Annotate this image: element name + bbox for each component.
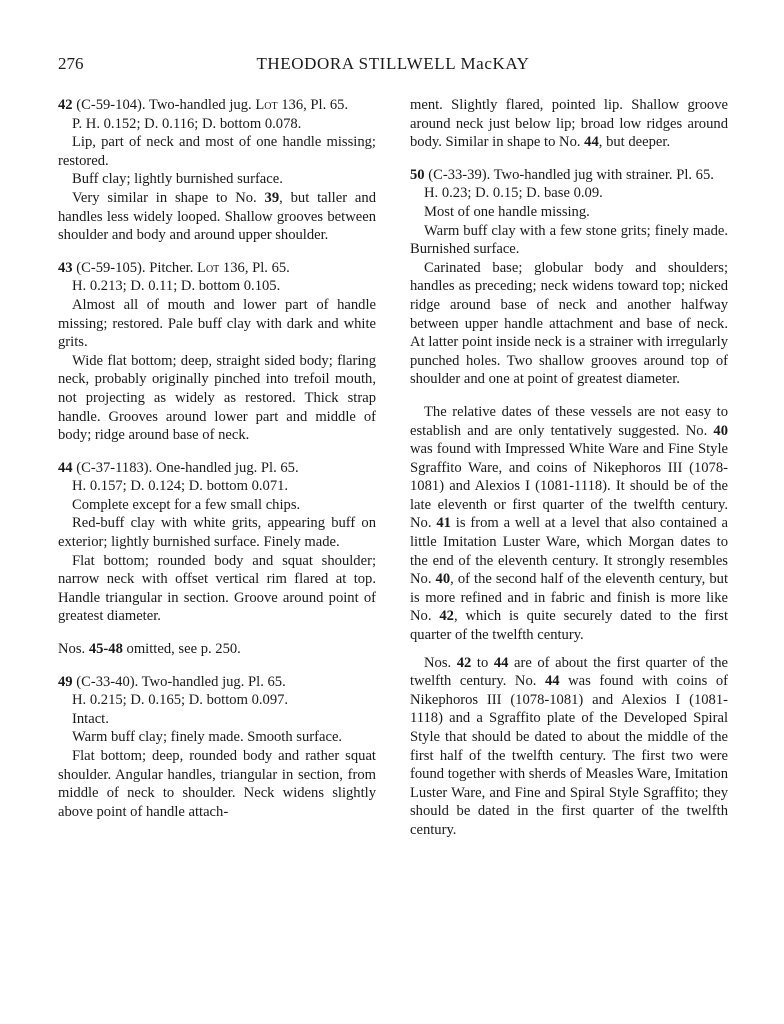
- entry-44-fabric: Red-buff clay with white grits, appearing buff on exterior; lightly burnished surface. Finely made.: [58, 515, 376, 551]
- left-column: [58, 96, 376, 821]
- entry-number: 42: [58, 97, 73, 113]
- discussion-paragraph-1: The relative dates of these vessels are not easy to establish and are only tentatively suggested. No. 40 was found with Impressed White Ware and Fine Style Sgraffito Ware, and coins of Nikephoros III (1078-1081) and Alexios I (1081-1118). It should be of the late eleventh or first quarter of the twelfth century. No. 41 is from a well at a level that also contained a little Imitation Luster Ware, which Morgan dates to the end of the eleventh century. It strongly resembles No. 40, of the second half of the eleventh century, but is more refined and in fabric and finish is more like No. 42, which is quite securely dated to the first quarter of the twelfth century.: [410, 403, 729, 644]
- entry-42-condition: Lip, part of neck and most of one handle missing; restored.: [58, 134, 376, 169]
- page-number: 276: [58, 54, 84, 73]
- entry-42-fabric: Buff clay; lightly burnished surface.: [72, 171, 283, 188]
- entry-49-heading: 49 (C-33-40). Two-handled jug. Pl. 65.: [58, 673, 286, 690]
- entry-50-heading: 50 (C-33-39). Two-handled jug with strainer. Pl. 65.: [410, 166, 714, 183]
- entry-50-shape: Carinated base; globular body and shoulders; handles as preceding; neck widens toward top; nicked ridge around base of neck and another halfway between upper handle attachment and base of neck. At latter point inside neck is a strainer with irregularly punched holes. Two shallow grooves around top of shoulder and one at point of greatest diameter.: [410, 259, 728, 388]
- entry-42-heading: 42 (C-59-104). Two-handled jug. Lot 136, Pl. 65.: [58, 97, 349, 113]
- entry-42-shape: Very similar in shape to No. 39, but taller and handles less widely looped. Shallow grooves between shoulder and body and around upper shoulder.: [58, 189, 376, 244]
- discussion-paragraph-2: Nos. 42 to 44 are of about the first quarter of the twelfth century. No. 44 was found with coins of Nikephoros III (1078-1081) and Alexios I (1081-1118) and a Sgraffito plate of the Developed Spiral Style that should be dated to about the middle of the first half of the twelfth century. The first two were found together with sherds of Measles Ware, Imitation Luster Ware, and Fine and Spiral Style Sgraffito; they should be dated in the first quarter of the twelfth century.: [410, 654, 729, 838]
- entry-50-dimensions: H. 0.23; D. 0.15; D. base 0.09.: [424, 185, 603, 202]
- entry-44-condition: Complete except for a few small chips.: [72, 496, 301, 513]
- entry-number: 49: [58, 673, 73, 690]
- entry-44-heading: 44 (C-37-1183). One-handled jug. Pl. 65.: [58, 459, 299, 476]
- entry-43-dimensions: H. 0.213; D. 0.11; D. bottom 0.105.: [72, 278, 281, 295]
- entry-number: 43: [58, 259, 73, 276]
- omitted-note: Nos. 45-48 omitted, see p. 250.: [58, 641, 241, 658]
- entry-43-condition: Almost all of mouth and lower part of handle missing; restored. Pale buff clay with dark and white grits.: [58, 296, 376, 351]
- entry-44-dimensions: H. 0.157; D. 0.124; D. bottom 0.071.: [72, 478, 289, 495]
- entry-number: 44: [58, 459, 73, 476]
- entry-50-fabric: Warm buff clay with a few stone grits; finely made. Burnished surface.: [410, 222, 728, 258]
- entry-49-shape: Flat bottom; deep, rounded body and rather squat shoulder. Angular handles, triangular in section, from middle of neck to shoulder. Neck widens slightly above point of handle attach-: [58, 748, 376, 820]
- entry-49-continuation: ment. Slightly flared, pointed lip. Shallow groove around neck just below lip; broad low ridges around body. Similar in shape to No. 44, but deeper.: [410, 97, 728, 151]
- page-header: [58, 54, 728, 78]
- entry-49-fabric: Warm buff clay; finely made. Smooth surface.: [72, 729, 343, 746]
- running-head: THEODORA STILLWELL MacKAY: [256, 54, 530, 73]
- entry-number: 50: [410, 166, 425, 183]
- entry-49-condition: Intact.: [72, 710, 109, 727]
- entry-44-shape: Flat bottom; rounded body and squat shoulder; narrow neck with offset vertical rim flared at top. Handle triangular in section. Groove around point of greatest diameter.: [58, 552, 376, 625]
- entry-43-shape: Wide flat bottom; deep, straight sided body; flaring neck, probably originally pinched into trefoil mouth, not projecting as widely as restored. Thick strap handle. Grooves around lower part and middle of body; ridge around base of neck.: [58, 352, 376, 444]
- entry-49-dimensions: H. 0.215; D. 0.165; D. bottom 0.097.: [72, 692, 289, 709]
- entry-50-condition: Most of one handle missing.: [424, 203, 590, 220]
- entry-42-dimensions: P. H. 0.152; D. 0.116; D. bottom 0.078.: [72, 115, 302, 132]
- right-column: [410, 96, 728, 840]
- entry-43-heading: 43 (C-59-105). Pitcher. Lot 136, Pl. 65.: [58, 259, 290, 276]
